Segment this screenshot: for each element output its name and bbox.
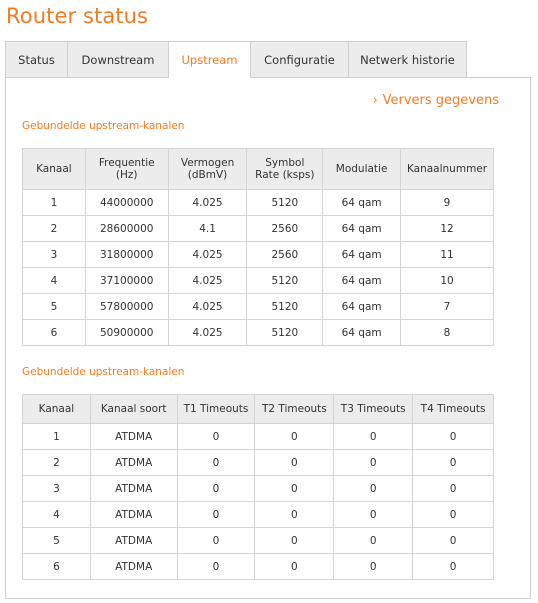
table-cell: 5120 xyxy=(247,268,323,294)
table-cell: 50900000 xyxy=(85,320,168,346)
table-cell: 0 xyxy=(334,424,413,450)
refresh-data-link[interactable] xyxy=(373,93,499,108)
table-cell: 12 xyxy=(401,216,494,242)
table-cell: 0 xyxy=(255,502,334,528)
table-row xyxy=(23,450,494,476)
table-row xyxy=(23,268,494,294)
table-cell: 0 xyxy=(255,424,334,450)
table-cell: ATDMA xyxy=(90,528,177,554)
table-cell: 2560 xyxy=(247,242,323,268)
column-header xyxy=(168,149,247,190)
column-header xyxy=(255,395,334,424)
table-row xyxy=(23,476,494,502)
table-cell: 2560 xyxy=(247,216,323,242)
table-cell: 57800000 xyxy=(85,294,168,320)
table-cell: 5120 xyxy=(247,294,323,320)
table-cell: ATDMA xyxy=(90,424,177,450)
table-cell: 0 xyxy=(334,476,413,502)
table-cell: 7 xyxy=(401,294,494,320)
table-cell: 5 xyxy=(23,528,91,554)
column-header-text: Rate (ksps) xyxy=(255,169,315,181)
table-cell: 0 xyxy=(413,424,494,450)
column-header-text: Kanaal xyxy=(36,163,72,175)
table-cell: ATDMA xyxy=(90,450,177,476)
table-cell: 11 xyxy=(401,242,494,268)
column-header-text: T4 Timeouts xyxy=(420,403,486,415)
table-row xyxy=(23,554,494,580)
table-cell: 0 xyxy=(255,554,334,580)
table-cell: 4.025 xyxy=(168,320,247,346)
table-cell: 0 xyxy=(255,450,334,476)
table-row xyxy=(23,320,494,346)
table-cell: 1 xyxy=(23,424,91,450)
table-cell: 1 xyxy=(23,190,86,216)
table-cell: 4.1 xyxy=(168,216,247,242)
table-header-row xyxy=(23,149,494,190)
table-cell: 5120 xyxy=(247,320,323,346)
tab-configuratie[interactable]: Configuratie xyxy=(250,41,349,77)
tab-netwerk-historie[interactable]: Netwerk historie xyxy=(348,41,467,77)
table-cell: 5 xyxy=(23,294,86,320)
table-cell: 8 xyxy=(401,320,494,346)
tab-status[interactable]: Status xyxy=(5,41,68,77)
table-cell: 2 xyxy=(23,450,91,476)
table-cell: 0 xyxy=(255,476,334,502)
column-header xyxy=(23,149,86,190)
table-row xyxy=(23,424,494,450)
table-cell: 0 xyxy=(413,502,494,528)
table-cell: 44000000 xyxy=(85,190,168,216)
table-cell: ATDMA xyxy=(90,502,177,528)
table-cell: 64 qam xyxy=(323,294,401,320)
column-header xyxy=(177,395,255,424)
table-cell: 3 xyxy=(23,242,86,268)
column-header-text: (Hz) xyxy=(115,169,138,181)
table-cell: 4.025 xyxy=(168,190,247,216)
table-cell: 0 xyxy=(413,450,494,476)
table-cell: 0 xyxy=(177,424,255,450)
table-cell: 3 xyxy=(23,476,91,502)
section-title-timeouts: Gebundelde upstream-kanalen xyxy=(22,366,185,378)
table-cell: 0 xyxy=(334,502,413,528)
table-cell: 4 xyxy=(23,268,86,294)
column-header-text: Kanaalnummer xyxy=(406,163,488,175)
table-cell: 0 xyxy=(255,528,334,554)
column-header-text: T3 Timeouts xyxy=(340,403,406,415)
table-cell: ATDMA xyxy=(90,476,177,502)
table-cell: 0 xyxy=(413,554,494,580)
column-header xyxy=(85,149,168,190)
table-cell: 2 xyxy=(23,216,86,242)
column-header xyxy=(247,149,323,190)
table-cell: 4 xyxy=(23,502,91,528)
table-row xyxy=(23,502,494,528)
section-title-bonded-channels: Gebundelde upstream-kanalen xyxy=(22,120,185,132)
column-header-text: (dBmV) xyxy=(187,169,228,181)
table-cell: 4.025 xyxy=(168,268,247,294)
table-cell: 0 xyxy=(177,476,255,502)
table-cell: 37100000 xyxy=(85,268,168,294)
column-header xyxy=(334,395,413,424)
column-header xyxy=(401,149,494,190)
page-title: Router status xyxy=(6,4,149,28)
table-header-row xyxy=(23,395,494,424)
table-cell: 0 xyxy=(334,554,413,580)
table-row xyxy=(23,294,494,320)
tab-upstream[interactable]: Upstream xyxy=(168,41,251,78)
table-cell: 0 xyxy=(177,554,255,580)
table-cell: 4.025 xyxy=(168,242,247,268)
chevron-right-icon: › xyxy=(372,93,378,107)
table-cell: 0 xyxy=(177,450,255,476)
table-cell: 64 qam xyxy=(323,242,401,268)
table-cell: 5120 xyxy=(247,190,323,216)
column-header xyxy=(90,395,177,424)
table-cell: 6 xyxy=(23,320,86,346)
column-header-text: Symbol xyxy=(265,157,305,169)
upstream-channels-table xyxy=(22,148,494,346)
table-cell: 0 xyxy=(334,528,413,554)
table-row xyxy=(23,242,494,268)
table-cell: 0 xyxy=(177,502,255,528)
column-header xyxy=(323,149,401,190)
upstream-timeouts-table xyxy=(22,394,494,580)
table-row xyxy=(23,216,494,242)
table-row xyxy=(23,190,494,216)
table-cell: 64 qam xyxy=(323,216,401,242)
table-cell: ATDMA xyxy=(90,554,177,580)
column-header-text: Vermogen xyxy=(180,157,235,169)
table-cell: 64 qam xyxy=(323,268,401,294)
table-cell: 0 xyxy=(334,450,413,476)
table-cell: 64 qam xyxy=(323,190,401,216)
column-header-text: Kanaal xyxy=(38,403,75,415)
table-cell: 64 qam xyxy=(323,320,401,346)
table-cell: 28600000 xyxy=(85,216,168,242)
column-header-text: Modulatie xyxy=(335,163,388,175)
upstream-panel xyxy=(5,77,531,599)
column-header-text: T1 Timeouts xyxy=(183,403,249,415)
table-cell: 31800000 xyxy=(85,242,168,268)
table-cell: 0 xyxy=(413,476,494,502)
table-cell: 0 xyxy=(177,528,255,554)
refresh-data-label: Ververs gegevens xyxy=(382,93,499,108)
table-cell: 4.025 xyxy=(168,294,247,320)
table-cell: 0 xyxy=(413,528,494,554)
table-cell: 10 xyxy=(401,268,494,294)
tab-downstream[interactable]: Downstream xyxy=(67,41,169,77)
column-header-text: Kanaal soort xyxy=(100,403,167,415)
column-header-text: Frequentie xyxy=(98,157,155,169)
table-cell: 9 xyxy=(401,190,494,216)
table-cell: 6 xyxy=(23,554,91,580)
column-header-text: T2 Timeouts xyxy=(261,403,327,415)
column-header xyxy=(23,395,91,424)
column-header xyxy=(413,395,494,424)
table-row xyxy=(23,528,494,554)
